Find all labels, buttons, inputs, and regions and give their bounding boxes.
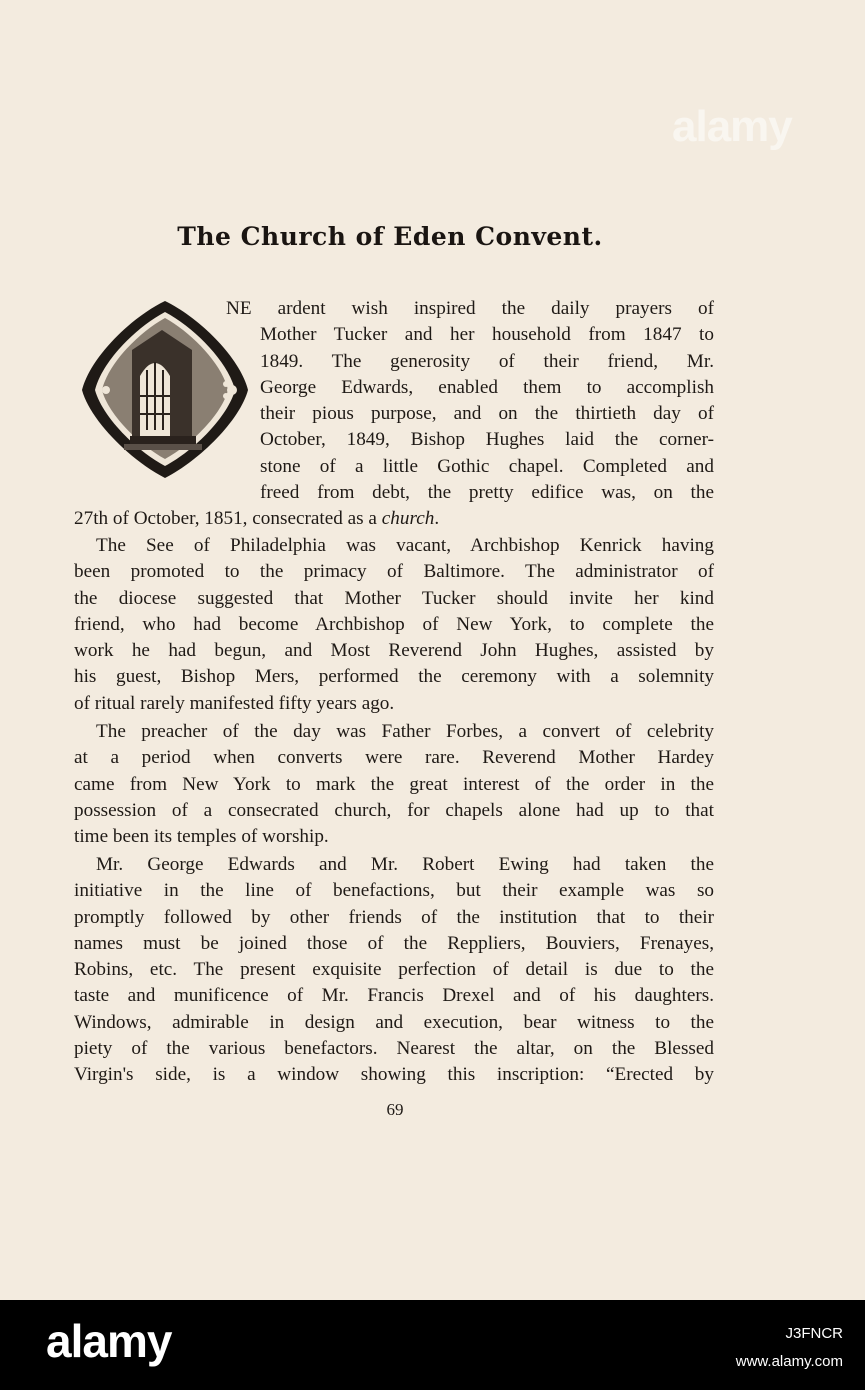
text-line: the diocese suggested that Mother Tucker should invite her kind: [74, 587, 714, 609]
text-line: names must be joined those of the Reppliers, Bouviers, Frenayes,: [74, 932, 714, 954]
text-line: stone of a little Gothic chapel. Completed and: [260, 455, 714, 477]
text-line: Mr. George Edwards and Mr. Robert Ewing had taken the: [96, 854, 714, 875]
image-code: J3FNCR: [785, 1325, 843, 1342]
text-line: his guest, Bishop Mers, performed the ceremony with a solemnity: [74, 666, 714, 688]
text-line: Robins, etc. The present exquisite perfection of detail is due to the: [74, 959, 714, 981]
text-line: 1849. The generosity of their friend, Mr.: [260, 350, 714, 372]
text-line: came from New York to mark the great interest of the order in the: [74, 773, 714, 795]
chapter-title: The Church of Eden Convent.: [177, 222, 603, 251]
text-line: Windows, admirable in design and execution, bear witness to the: [74, 1011, 714, 1033]
paragraph-2: [74, 533, 714, 717]
alamy-logo: alamy: [46, 1315, 172, 1367]
paragraph-4: [74, 852, 714, 1089]
text-line: taste and munificence of Mr. Francis Drexel and of his daughters.: [74, 985, 714, 1007]
text-line: [74, 506, 714, 532]
text-line: work he had begun, and Most Reverend John Hughes, assisted by: [74, 640, 714, 662]
text-line: at a period when converts were rare. Reverend Mother Hardey: [74, 747, 714, 769]
text-line: The See of Philadelphia was vacant, Archbishop Kenrick having: [96, 535, 714, 556]
text-line: Virgin's side, is a window showing this inscription: “Erected by: [74, 1064, 714, 1086]
stock-footer: [0, 1300, 865, 1390]
text-line: friend, who had become Archbishop of New York, to complete the: [74, 613, 714, 635]
text-line: October, 1849, Bishop Hughes laid the corner-: [260, 429, 714, 451]
text-line: freed from debt, the pretty edifice was, on the: [260, 482, 714, 504]
text-line: The preacher of the day was Father Forbes, a convert of celebrity: [96, 721, 714, 742]
text-span: .: [434, 508, 440, 530]
paragraph-3: [74, 719, 714, 850]
page-number: 69: [386, 1100, 404, 1119]
text-line: promptly followed by other friends of the institution that to their: [74, 906, 714, 928]
text-line: initiative in the line of benefactions, but their example was so: [74, 880, 714, 902]
image-id: [736, 1320, 843, 1376]
paragraph-1: [74, 296, 714, 533]
site-url: www.alamy.com: [735, 1353, 843, 1370]
watermark: alamy: [672, 102, 792, 151]
text-line: piety of the various benefactors. Nearest the altar, on the Blessed: [74, 1038, 714, 1060]
emphasis-church: church: [381, 508, 435, 530]
text-line: Mother Tucker and her household from 1847 to: [260, 324, 714, 346]
text-line: NE ardent wish inspired the daily prayers of: [226, 298, 714, 319]
text-span: 27th of October, 1851, consecrated as a: [74, 508, 382, 530]
text-line: time been its temples of worship.: [74, 826, 329, 848]
text-line: George Edwards, enabled them to accomplish: [260, 376, 714, 398]
text-line: their pious purpose, and on the thirtieth day of: [260, 403, 714, 425]
text-line: been promoted to the primacy of Baltimore. The administrator of: [74, 561, 714, 583]
text-line: of ritual rarely manifested fifty years ago.: [74, 692, 395, 714]
text-line: possession of a consecrated church, for chapels alone had up to that: [74, 799, 714, 821]
